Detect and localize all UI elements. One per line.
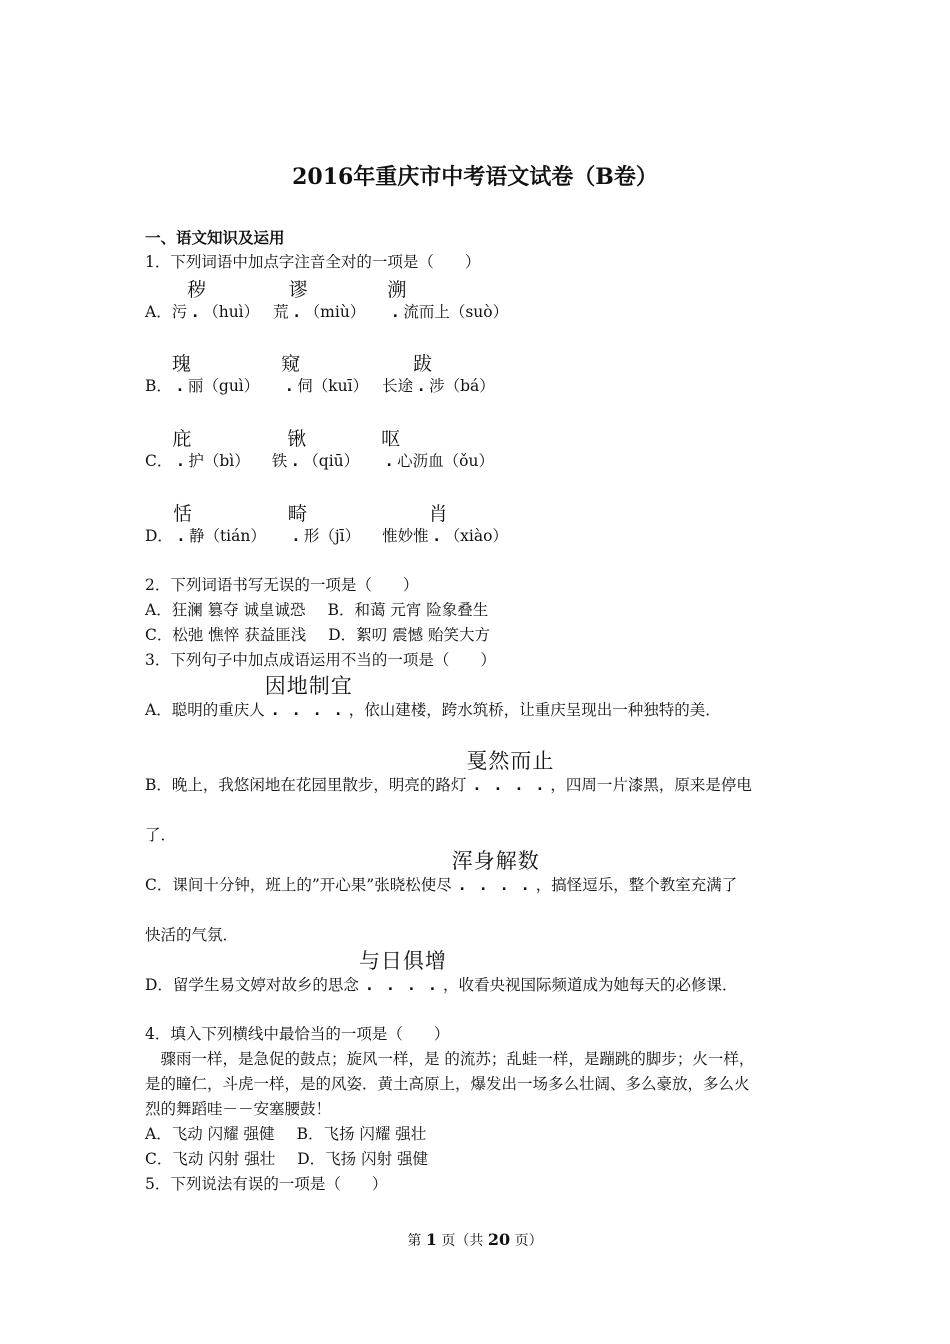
emphasis-char: 呕 .: [381, 428, 401, 470]
page-number: 1: [425, 1230, 437, 1249]
emphasis-idiom: 浑身解数 . . . .: [451, 849, 540, 894]
word-text: 心沥血（ǒu）: [397, 452, 494, 470]
emphasis-char: 恬 .: [172, 503, 192, 545]
option-label: B．: [145, 377, 172, 395]
emphasis-char: 肖 .: [428, 503, 448, 545]
sentence-text: A．聪明的重庆人: [145, 701, 265, 719]
word-text: 惟妙惟: [382, 527, 429, 545]
q2-option-d: D．絮叨 震憾 贻笑大方: [328, 626, 491, 644]
q4-passage-line-3: 烈的舞蹈哇－－安塞腰鼓！: [145, 1100, 332, 1118]
q3-option-a: [145, 674, 721, 721]
sentence-text: ，依山建楼，跨水筑桥，让重庆呈现出一种独特的美．: [348, 701, 721, 719]
emphasis-char: 畸 .: [287, 503, 307, 545]
word-text: 污: [171, 303, 188, 321]
emphasis-char: 谬 .: [288, 279, 308, 321]
emphasis-char: 溯 .: [387, 279, 407, 321]
q1-option-d: [145, 503, 508, 547]
pinyin: （xiào）: [444, 527, 508, 545]
exam-title: 2016年重庆市中考语文试卷（B卷）: [292, 164, 658, 190]
word-text: 护（bì）: [188, 452, 250, 470]
emphasis-char: 庇 .: [172, 428, 192, 470]
q1-option-c: [145, 428, 494, 472]
q2-option-a: A．狂澜 篡夺 诚皇诚恐: [145, 601, 306, 619]
q4-option-a: A．飞动 闪耀 强健: [145, 1125, 275, 1143]
emphasis-idiom: 戛然而止 . . . .: [466, 749, 555, 794]
emphasis-char: 瑰 .: [171, 353, 191, 395]
sentence-text: C．课间十分钟，班上的”开心果”张晓松使尽: [145, 876, 452, 894]
emphasis-idiom: 因地制宜 . . . .: [264, 674, 353, 719]
q4-option-d: D．飞扬 闪射 强健: [297, 1150, 429, 1168]
emphasis-char: 跋 .: [413, 353, 433, 395]
sentence-text: ，搞怪逗乐，整个教室充满了: [535, 876, 738, 894]
question-1-stem: 1．下列词语中加点字注音全对的一项是（ ）: [145, 253, 481, 271]
word-text: 涉（bá）: [429, 377, 495, 395]
word-text: 长途: [382, 377, 414, 395]
q3-option-c-cont: 快活的气氛．: [145, 926, 239, 944]
q1-option-a: [145, 279, 509, 323]
q4-option-c: C．飞动 闪射 强壮: [145, 1150, 276, 1168]
word-text: 形（jī）: [303, 527, 361, 545]
pinyin: （miù）: [304, 303, 366, 321]
emphasis-char: 秽 .: [187, 279, 207, 321]
q4-options-ab: [145, 1124, 426, 1144]
q3-option-b-cont: 了．: [145, 826, 177, 844]
option-label: D．: [145, 527, 173, 545]
pinyin: （huì）: [203, 303, 260, 321]
q4-options-cd: [145, 1149, 428, 1169]
option-label: A．: [145, 303, 172, 321]
section-heading: 一、语文知识及运用: [145, 228, 285, 247]
page-total: 20: [487, 1230, 511, 1249]
q4-option-b: B．飞扬 闪耀 强壮: [296, 1125, 427, 1143]
question-5-stem: 5．下列说法有误的一项是（ ）: [145, 1175, 388, 1193]
question-3-stem: 3．下列句子中加点成语运用不当的一项是（ ）: [145, 651, 496, 669]
word-text: 伺（kuī）: [297, 377, 369, 395]
option-label: C．: [145, 452, 173, 470]
q4-passage-line-2: 是的瞳仁，斗虎一样，是的风姿．黄土高原上，爆发出一场多么壮阔、多么豪放，多么火: [145, 1075, 750, 1093]
q3-option-c: [145, 849, 738, 896]
q2-options-cd: [145, 625, 490, 645]
word-text: 荒: [273, 303, 289, 321]
sentence-text: D．留学生易文婷对故乡的思念: [145, 976, 359, 994]
q3-option-d: [145, 949, 738, 996]
question-4-stem: 4．填入下列横线中最恰当的一项是（ ）: [145, 1025, 450, 1043]
emphasis-char: 窥 .: [281, 353, 301, 395]
page-footer: 第 1 页（共 20 页）: [407, 1230, 543, 1249]
word-text: 流而上（suò）: [403, 303, 509, 321]
q3-option-b: [145, 749, 752, 796]
q2-options-ab: [145, 600, 488, 620]
emphasis-char: 锹 .: [287, 428, 307, 470]
pinyin: （qiū）: [303, 452, 360, 470]
question-2-stem: 2．下列词语书写无误的一项是（ ）: [145, 576, 419, 594]
emphasis-idiom: 与日俱增 . . . .: [358, 949, 447, 994]
q4-passage-line-1: 骤雨一样，是急促的鼓点；旋风一样，是 的流苏；乱蛙一样，是蹦跳的脚步；火一样，: [145, 1050, 755, 1068]
sentence-text: B．晚上，我悠闲地在花园里散步，明亮的路灯: [145, 776, 467, 794]
word-text: 铁: [271, 452, 288, 470]
sentence-text: ，收看央视国际频道成为她每天的必修课．: [442, 976, 738, 994]
sentence-text: ，四周一片漆黑，原来是停电: [550, 776, 752, 794]
q2-option-b: B．和蔼 元宵 险象叠生: [327, 601, 489, 619]
word-text: 静（tián）: [188, 527, 266, 545]
q2-option-c: C．松弛 憔悴 获益匪浅: [145, 626, 307, 644]
word-text: 丽（guì）: [187, 377, 260, 395]
q1-option-b: [145, 353, 495, 397]
